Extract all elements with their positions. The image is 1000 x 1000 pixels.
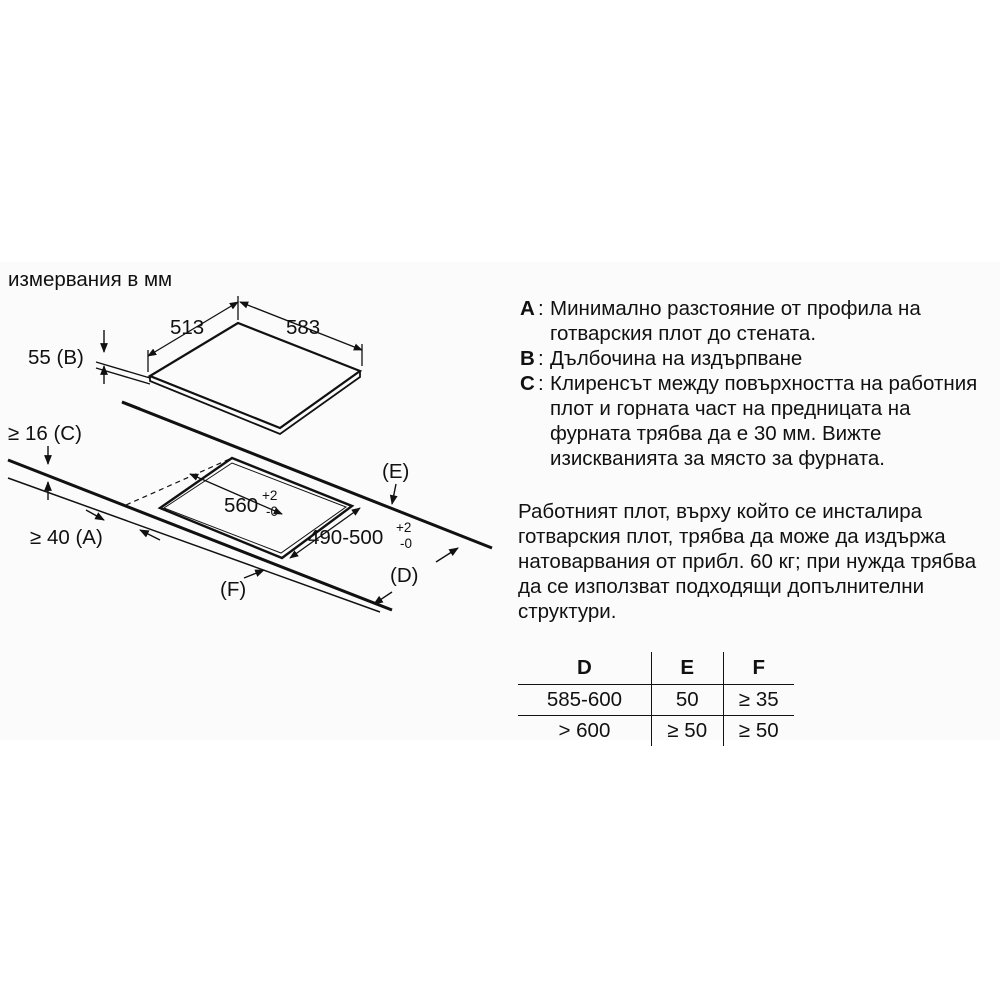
a-dimension-label: ≥ 40 (A)	[30, 526, 103, 549]
d-dimension-label: (D)	[390, 564, 419, 587]
cutout-depth-tolerance-plus: +2	[262, 488, 278, 503]
legend-key: B	[520, 347, 535, 370]
legend-colon: :	[538, 347, 544, 370]
table-row	[518, 716, 794, 747]
distance-table	[518, 652, 794, 746]
legend-colon: :	[538, 297, 544, 320]
legend-text: Клиренсът между повърхността на работния плот и горната част на предницата на фурната трябва да е 30 мм. Вижте изискванията за място за фурната.	[550, 372, 978, 470]
hob-depth-dimension: 513	[170, 316, 205, 339]
units-label: измервания в мм	[8, 268, 173, 291]
legend-colon: :	[538, 372, 544, 395]
cutout-width-tolerance-plus: +2	[396, 520, 412, 535]
f-dimension-label: (F)	[220, 578, 247, 601]
load-bearing-note: Работният плот, върху който се инсталира готварския плот, трябва да може да издържа натоварвания от прибл. 60 кг; при нужда трябва да се използват подходящи допълнителни структури.	[518, 500, 977, 623]
b-depth-marker	[96, 330, 150, 384]
legend-key: A	[520, 297, 535, 320]
legend-item-b	[520, 346, 990, 371]
table-cell: ≥ 35	[723, 685, 794, 716]
table-cell: 50	[651, 685, 723, 716]
table-cell: > 600	[558, 719, 611, 742]
f-distance-marker	[244, 570, 264, 578]
c-dimension-label: ≥ 16 (C)	[8, 422, 82, 445]
e-distance-marker	[392, 484, 396, 504]
b-dimension-label: 55 (B)	[28, 346, 84, 369]
table-header-row	[518, 652, 794, 685]
table-cell: ≥ 50	[723, 716, 794, 747]
e-dimension-label: (E)	[382, 460, 410, 483]
table-cell: 585-600	[546, 688, 623, 711]
legend-text: Минимално разстояние от профила на готварския плот до стената.	[550, 297, 921, 345]
column-header-f: F	[723, 652, 794, 685]
table-row	[518, 685, 794, 716]
legend-text: Дълбочина на издърпване	[550, 347, 803, 370]
legend-item-a	[520, 296, 990, 346]
hob-outline	[150, 323, 360, 434]
table-cell: ≥ 50	[651, 716, 723, 747]
legend-key: C	[520, 372, 535, 395]
cutout-width-dimension: 490-500	[308, 526, 384, 549]
column-header-e: E	[651, 652, 723, 685]
cutout-depth-tolerance-minus: -0	[266, 504, 279, 519]
legend-item-c	[520, 371, 990, 471]
column-header-d: D	[577, 656, 592, 679]
cutout-depth-dimension: 560	[224, 494, 259, 517]
legend-list	[520, 296, 990, 471]
hob-width-dimension: 583	[286, 316, 321, 339]
cutout-width-tolerance-minus: -0	[400, 536, 413, 551]
